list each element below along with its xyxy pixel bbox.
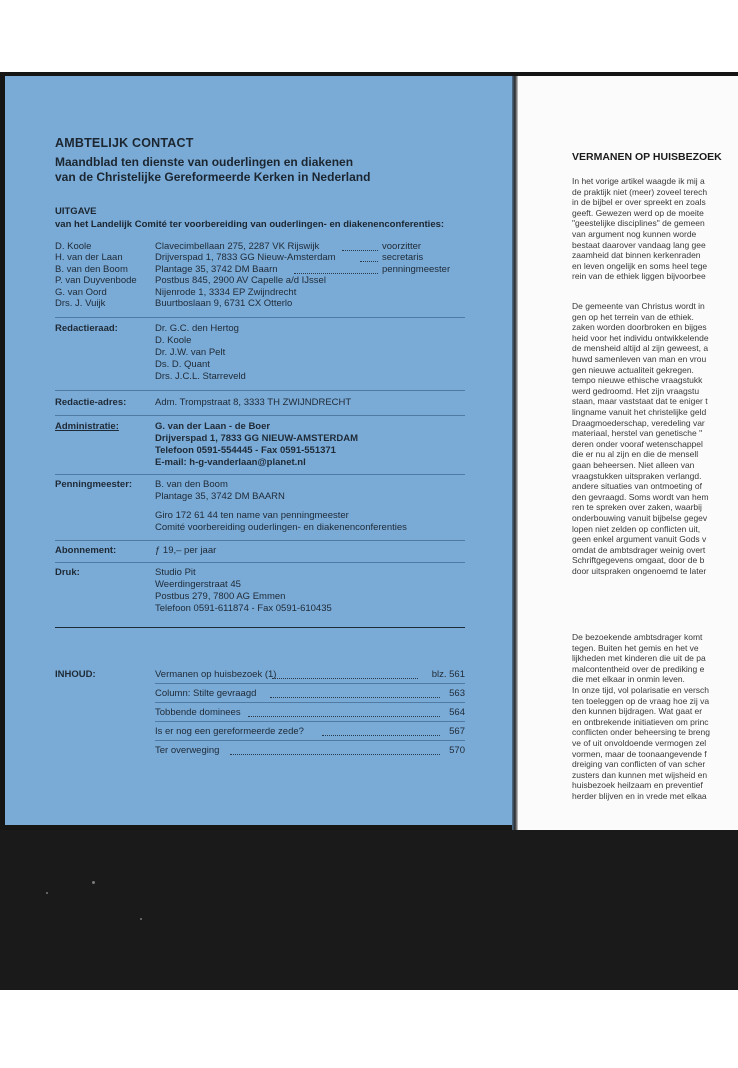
- article-line: van argument nog kunnen worde: [572, 229, 697, 239]
- article-line: ve of uit onvoldoende vermogen zel: [572, 738, 707, 748]
- scan-bottom-strip: [0, 830, 738, 990]
- toc-item-page: 570: [449, 745, 465, 756]
- article-line: andere situaties van ontmoeting of: [572, 481, 702, 492]
- article-line: dreiging van conflicten of van scher: [572, 759, 706, 770]
- article-line: malcontentheid over de prediking e: [572, 663, 705, 674]
- article-line: De bezoekende ambtsdrager komt: [572, 632, 703, 642]
- druk-line: Telefoon 0591-611874 - Fax 0591-610435: [155, 603, 332, 614]
- toc-item-title[interactable]: Is er nog een gereformeerde zede?: [155, 726, 304, 737]
- article-title: VERMANEN OP HUISBEZOEK: [572, 151, 722, 163]
- penningmeester-label: Penningmeester:: [55, 479, 133, 490]
- toc-item-page: 567: [449, 726, 465, 737]
- article-line: gaan beheersen. Niet alleen van: [572, 460, 695, 470]
- article-line: Draagmoederschap, veredeling var: [572, 417, 705, 428]
- article-line: en ontbrekende initiatieven om princ: [572, 716, 709, 727]
- article-line: den kunnen bijdragen. Wat gaat er: [572, 706, 703, 717]
- article-line: materiaal, herstel van genetische ": [572, 428, 703, 439]
- masthead-subtitle: [55, 155, 495, 185]
- committee-name: P. van Duyvenbode: [55, 275, 137, 286]
- redactieraad-member: Dr. G.C. den Hertog: [155, 323, 239, 334]
- toc-item-page: 564: [449, 707, 465, 718]
- article-line: den gevraagd. Soms wordt van hem: [572, 491, 709, 502]
- section-divider: [55, 540, 465, 541]
- article-line: conflicten onder beheersing te breng: [572, 727, 710, 738]
- druk-line: Postbus 279, 7800 AG Emmen: [155, 591, 286, 602]
- administratie-label: Administratie:: [55, 421, 119, 432]
- uitgave-description: van het Landelijk Comité ter voorbereiding van ouderlingen- en diakenenconferenties:: [55, 219, 445, 230]
- administratie-line: G. van der Laan - de Boer: [155, 421, 271, 432]
- article-line: onderbouwing vanuit bijbelse gegev: [572, 513, 708, 523]
- redactieraad-member: Drs. J.C.L. Starreveld: [155, 371, 246, 382]
- dot-leader: [360, 261, 378, 262]
- article-line: ten toeleggen op de vraag hoe zij va: [572, 695, 710, 706]
- committee-name: B. van den Boom: [55, 264, 128, 275]
- abonnement-label: Abonnement:: [55, 545, 117, 556]
- masthead-title: AMBTELIJK CONTACT: [55, 136, 194, 150]
- scan-speck: [92, 881, 95, 884]
- article-line: geen enkel argument vanuit Gods v: [572, 534, 707, 545]
- article-line: ren te spreken over zaken, waarbij: [572, 502, 702, 513]
- article-line: Schriftgegevens omgaat, door de b: [572, 555, 705, 566]
- committee-address: Clavecimbellaan 275, 2287 VK Rijswijk: [155, 241, 320, 252]
- article-line: tempo nieuwe ethische vraagstukk: [572, 375, 703, 386]
- committee-name: D. Koole: [55, 241, 92, 252]
- committee-name: G. van Oord: [55, 287, 107, 298]
- committee-address: Plantage 35, 3742 DM Baarn: [155, 264, 278, 275]
- druk-line: Studio Pit: [155, 567, 196, 578]
- administratie-line: Drijverspad 1, 7833 GG NIEUW-AMSTERDAM: [155, 433, 359, 444]
- toc-item-title[interactable]: Ter overweging: [155, 745, 220, 756]
- article-line: die er nu al zijn en die de mensell: [572, 449, 699, 460]
- dot-leader: [270, 697, 440, 698]
- toc-divider: [155, 740, 465, 741]
- dot-leader: [248, 716, 440, 717]
- article-line: heid voor het individu ontwikkelende: [572, 332, 709, 343]
- toc-item-page: blz. 561: [431, 669, 465, 680]
- committee-role: voorzitter: [382, 241, 422, 252]
- article-line: en leven ongelijk en soms heel tege: [572, 260, 708, 271]
- article-line: deren onder vooraf wetenschappel: [572, 438, 703, 449]
- article-line: zaken worden doorbroken en bijges: [572, 322, 707, 333]
- committee-name: Drs. J. Vuijk: [55, 298, 106, 309]
- druk-label: Druk:: [55, 567, 80, 578]
- section-divider: [55, 317, 465, 318]
- scan-speck: [46, 892, 48, 894]
- administratie-line: Telefoon 0591-554445 - Fax 0591-551371: [155, 445, 336, 456]
- masthead-subtitle-line: van de Christelijke Gereformeerde Kerken in Nederland: [55, 170, 371, 184]
- article-line: In het vorige artikel waagde ik mij a: [572, 176, 705, 186]
- uitgave-heading: UITGAVE: [55, 206, 97, 217]
- dot-leader: [272, 678, 418, 679]
- abonnement-price: ƒ 19,– per jaar: [155, 545, 217, 556]
- article-line: lijkheden met kinderen die uit de pa: [572, 653, 706, 664]
- article-line: zusters dan kunnen met wijsheid en: [572, 769, 708, 780]
- penningmeester-line: B. van den Boom: [155, 479, 228, 490]
- article-line: bestaat daarover vandaag lang gee: [572, 239, 706, 250]
- giro-line: Giro 172 61 44 ten name van penningmeester: [155, 510, 349, 521]
- dot-leader: [342, 250, 378, 251]
- masthead-subtitle-line: Maandblad ten dienste van ouderlingen en diakenen: [55, 155, 354, 169]
- redactieraad-label: Redactieraad:: [55, 323, 118, 334]
- section-divider: [55, 415, 465, 416]
- toc-item-page: 563: [449, 688, 465, 699]
- article-line: de mensheid altijd al zijn geweest, a: [572, 343, 709, 354]
- dot-leader: [294, 273, 378, 274]
- committee-address: Nijenrode 1, 3334 EP Zwijndrecht: [155, 287, 297, 298]
- toc-divider: [155, 683, 465, 684]
- article-line: door uitspraken ongenoemd te later: [572, 566, 707, 576]
- article-line: gen op het terrein van de ethiek.: [572, 311, 694, 322]
- redactieraad-member: Ds. D. Quant: [155, 359, 210, 370]
- dot-leader: [230, 754, 440, 755]
- scan-speck: [140, 918, 142, 920]
- committee-role: penningmeester: [382, 264, 451, 275]
- redactieraad-member: D. Koole: [155, 335, 192, 346]
- article-line: rein van de ethiek liggen bijvoorbee: [572, 271, 706, 282]
- dot-leader: [322, 735, 440, 736]
- redactieraad-member: Dr. J.W. van Pelt: [155, 347, 226, 358]
- article-line: lingname vanuit het christelijke geld: [572, 407, 707, 417]
- article-line: huwd samenleven van man en vrou: [572, 354, 707, 364]
- article-line: werd gedroomd. Het zijn vraagstu: [572, 385, 700, 396]
- section-divider: [55, 390, 465, 391]
- toc-item-title[interactable]: Vermanen op huisbezoek (1): [155, 669, 277, 680]
- article-line: De gemeente van Christus wordt in: [572, 301, 705, 311]
- article-line: geeft. Gewezen werd op de moeite: [572, 207, 704, 218]
- committee-name: H. van der Laan: [55, 252, 123, 263]
- article-line: huisbezoek heilzaam en preventief: [572, 780, 703, 791]
- article-line: tegen. Buiten het gemis en het ve: [572, 642, 699, 653]
- article-line: staan, maar vaststaat dat te eniger t: [572, 396, 708, 407]
- inhoud-label: INHOUD:: [55, 669, 96, 680]
- toc-item-title[interactable]: Tobbende dominees: [155, 707, 241, 718]
- section-divider: [55, 562, 465, 563]
- toc-divider: [155, 702, 465, 703]
- article-line: In onze tijd, vol polarisatie en versch: [572, 685, 710, 695]
- article-line: "geestelijke disciplines" de gemeen: [572, 218, 705, 229]
- article-line: herder blijven en in vrede met elkaa: [572, 791, 707, 801]
- toc-divider: [155, 721, 465, 722]
- article-line: in de bijbel er over spreekt en zoals: [572, 197, 706, 208]
- article-line: vraagstukken uitspraken verlangd.: [572, 470, 702, 481]
- article-line: gen nieuwe actualiteit gekregen.: [572, 364, 694, 375]
- article-line: zaamheid dat binnen kerkenraden: [572, 250, 701, 261]
- druk-line: Weerdingerstraat 45: [155, 579, 241, 590]
- redactie-adres-label: Redactie-adres:: [55, 397, 127, 408]
- section-rule: [55, 627, 465, 628]
- article-line: omdat de ambtsdrager weinig overt: [572, 544, 706, 555]
- redactie-adres: Adm. Trompstraat 8, 3333 TH ZWIJNDRECHT: [155, 397, 352, 408]
- penningmeester-line: Plantage 35, 3742 DM BAARN: [155, 491, 285, 502]
- committee-address: Drijverspad 1, 7833 GG Nieuw-Amsterdam: [155, 252, 336, 263]
- article-line: die met elkaar in onmin leven.: [572, 674, 685, 685]
- section-divider: [55, 474, 465, 475]
- administratie-email: E-mail: h-g-vanderlaan@planet.nl: [155, 457, 306, 468]
- committee-address: Postbus 845, 2900 AV Capelle a/d IJssel: [155, 275, 326, 286]
- giro-line: Comité voorbereiding ouderlingen- en diakenenconferenties: [155, 522, 407, 533]
- committee-role: secretaris: [382, 252, 424, 263]
- toc-item-title[interactable]: Column: Stilte gevraagd: [155, 688, 257, 699]
- article-line: vormen, maar de toonaangevende f: [572, 748, 707, 759]
- committee-address: Buurtboslaan 9, 6731 CX Otterlo: [155, 298, 293, 309]
- article-line: de praktijk niet (meer) zoveel terech: [572, 186, 708, 197]
- article-line: lopen niet zelden op conflicten uit,: [572, 523, 701, 534]
